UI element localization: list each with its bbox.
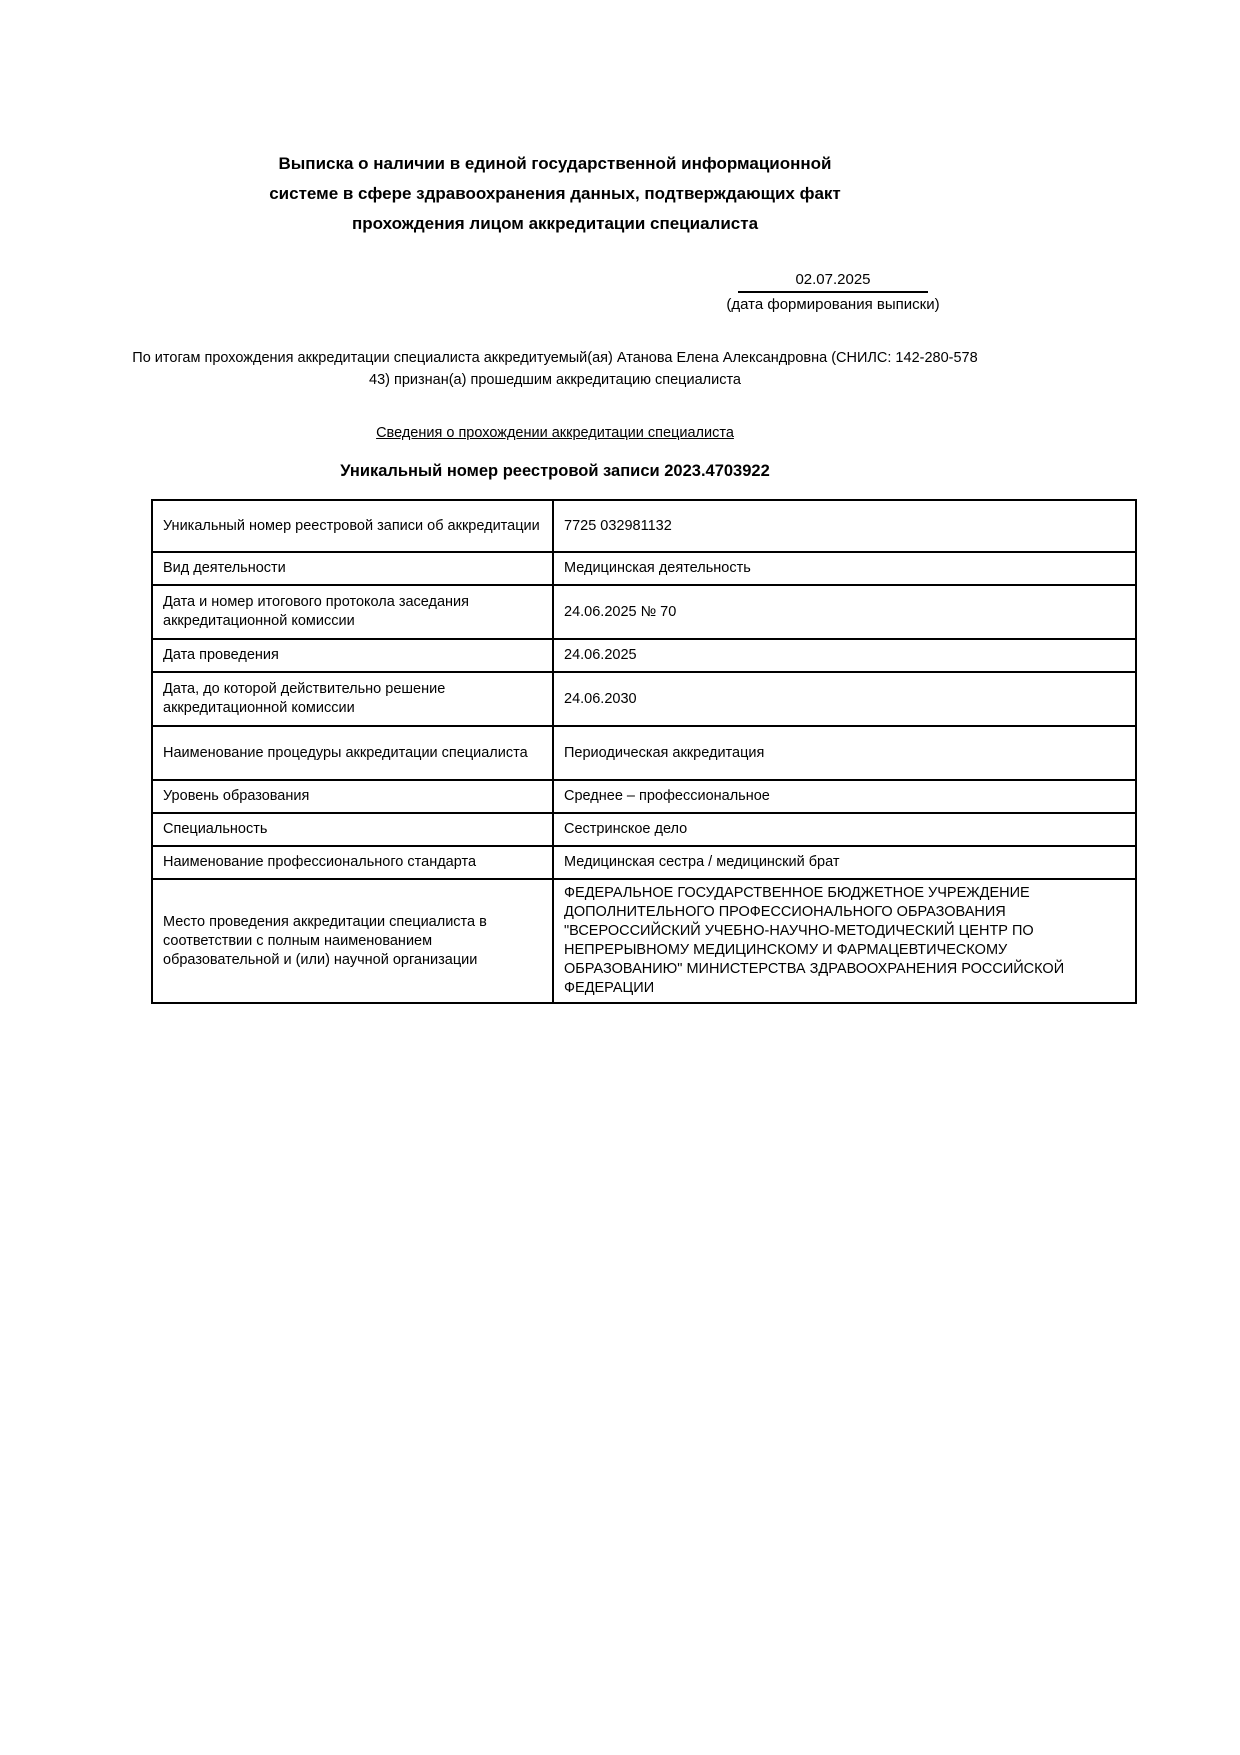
row-value: ФЕДЕРАЛЬНОЕ ГОСУДАРСТВЕННОЕ БЮДЖЕТНОЕ УЧРЕЖДЕНИЕ ДОПОЛНИТЕЛЬНОГО ПРОФЕССИОНАЛЬНОГО ОБРАЗОВАНИЯ "ВСЕРОССИЙСКИЙ УЧЕБНО-НАУЧНО-МЕТОДИЧЕСКИЙ ЦЕНТР ПО НЕПРЕРЫВНОМУ МЕДИЦИНСКОМУ И ФАРМАЦЕВТИЧЕСКОМУ ОБРАЗОВАНИЮ" МИНИСТЕРСТВА ЗДРАВООХРАНЕНИЯ РОССИЙСКОЙ ФЕДЕРАЦИИ xyxy=(553,879,1136,1003)
table-row xyxy=(152,500,1136,552)
section-heading: Сведения о прохождении аккредитации специалиста xyxy=(376,425,734,441)
row-value: Среднее – профессиональное xyxy=(553,780,1136,813)
document-title-line: Выписка о наличии в единой государственной информационной xyxy=(278,154,832,173)
row-value: Периодическая аккредитация xyxy=(553,726,1136,780)
row-label: Наименование профессионального стандарта xyxy=(152,846,553,879)
document-title-line: системе в сфере здравоохранения данных, подтверждающих факт xyxy=(269,184,841,203)
document-title-line: прохождения лицом аккредитации специалиста xyxy=(351,214,759,233)
table-row xyxy=(152,585,1136,639)
formation-date-value: 02.07.2025 xyxy=(738,271,928,293)
row-label: Дата проведения xyxy=(152,639,553,672)
document-title xyxy=(145,149,965,239)
row-value: 24.06.2025 xyxy=(553,639,1136,672)
accreditation-details-table xyxy=(151,499,1137,1004)
row-value: Медицинская сестра / медицинский брат xyxy=(553,846,1136,879)
row-label: Уровень образования xyxy=(152,780,553,813)
row-label: Дата, до которой действительно решение аккредитационной комиссии xyxy=(152,672,553,726)
row-label: Дата и номер итогового протокола заседания аккредитационной комиссии xyxy=(152,585,553,639)
table-row xyxy=(152,726,1136,780)
table-row xyxy=(152,846,1136,879)
table-row xyxy=(152,639,1136,672)
row-value: 24.06.2030 xyxy=(553,672,1136,726)
table-row xyxy=(152,879,1136,1003)
table-row xyxy=(152,672,1136,726)
row-value: Медицинская деятельность xyxy=(553,552,1136,585)
accreditation-result-line: 43) признан(а) прошедшим аккредитацию специалиста xyxy=(369,372,741,388)
row-label: Вид деятельности xyxy=(152,552,553,585)
table-row xyxy=(152,780,1136,813)
accreditation-result-paragraph xyxy=(0,347,1110,391)
row-value: Сестринское дело xyxy=(553,813,1136,846)
row-label: Уникальный номер реестровой записи об аккредитации xyxy=(152,500,553,552)
formation-date-block xyxy=(708,271,958,314)
table-row xyxy=(152,813,1136,846)
row-value: 7725 032981132 xyxy=(553,500,1136,552)
accreditation-result-line: По итогам прохождения аккредитации специалиста аккредитуемый(ая) Атанова Елена Александровна (СНИЛС: 142-280-578 xyxy=(132,350,978,366)
registry-record-heading: Уникальный номер реестровой записи 2023.4703922 xyxy=(340,462,770,480)
row-label: Наименование процедуры аккредитации специалиста xyxy=(152,726,553,780)
row-label: Место проведения аккредитации специалиста в соответствии с полным наименованием образовательной и (или) научной организации xyxy=(152,879,553,1003)
table-row xyxy=(152,552,1136,585)
row-value: 24.06.2025 № 70 xyxy=(553,585,1136,639)
row-label: Специальность xyxy=(152,813,553,846)
formation-date-caption: (дата формирования выписки) xyxy=(726,296,940,313)
